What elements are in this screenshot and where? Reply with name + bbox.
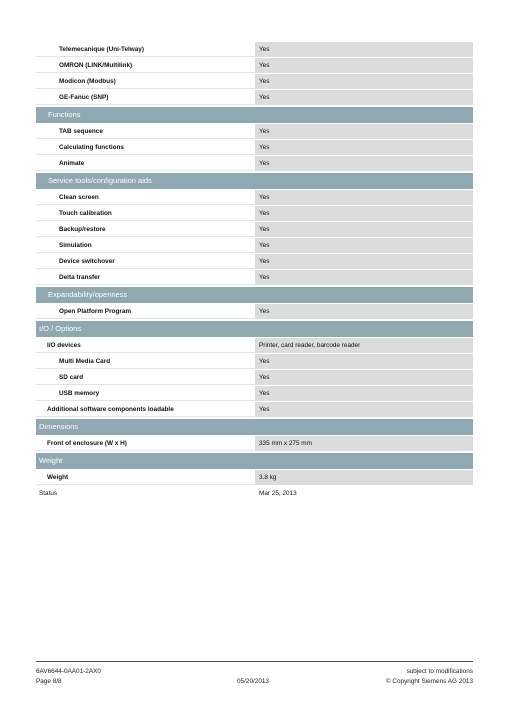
table-row [36, 156, 473, 172]
row-value: Yes [255, 140, 473, 155]
table-row [36, 402, 473, 418]
footer-page-number: Page 8/8 [36, 678, 62, 685]
subsection-header: Expandability/openness [36, 287, 473, 303]
table-row [36, 140, 473, 156]
row-label: Status [36, 486, 255, 500]
row-label: Delta transfer [36, 270, 255, 285]
table-row [36, 190, 473, 206]
row-value: Yes [255, 370, 473, 385]
table-row [36, 206, 473, 222]
row-value: 335 mm x 275 mm [255, 436, 473, 451]
section-header: I/O / Options [36, 321, 473, 337]
footer-divider [36, 661, 473, 662]
table-row [36, 354, 473, 370]
row-value: Yes [255, 354, 473, 369]
table-row [36, 74, 473, 90]
row-label: Animate [36, 156, 255, 171]
footer-article-number: 6AV6644-0AA01-2AX0 [36, 668, 101, 675]
row-value: Printer, card reader, barcode reader [255, 338, 473, 353]
table-row [36, 386, 473, 402]
row-label: SD card [36, 370, 255, 385]
section-header: Weight [36, 453, 473, 469]
row-value: Yes [255, 74, 473, 89]
row-label: Multi Media Card [36, 354, 255, 369]
table-row [36, 58, 473, 74]
row-label: Open Platform Program [36, 304, 255, 319]
row-value: Yes [255, 156, 473, 171]
table-row [36, 42, 473, 58]
row-label: Front of enclosure (W x H) [36, 436, 255, 451]
table-row [36, 436, 473, 452]
subsection-header: Service tools/configuration aids [36, 173, 473, 189]
table-row [36, 370, 473, 386]
row-label: USB memory [36, 386, 255, 401]
row-value: Yes [255, 124, 473, 139]
row-value: Yes [255, 254, 473, 269]
row-label: I/O devices [36, 338, 255, 353]
row-value: Yes [255, 304, 473, 319]
table-row [36, 304, 473, 320]
row-label: Weight [36, 470, 255, 485]
row-label: Calculating functions [36, 140, 255, 155]
row-label: OMRON (LINK/Multilink) [36, 58, 255, 73]
row-label: Telemecanique (Uni-Telway) [36, 42, 255, 57]
row-value: Yes [255, 206, 473, 221]
table-row [36, 338, 473, 354]
footer-copyright: © Copyright Siemens AG 2013 [385, 678, 473, 685]
row-value: Yes [255, 386, 473, 401]
row-value: Yes [255, 90, 473, 105]
row-label: Simulation [36, 238, 255, 253]
footer-notice: subject to modifications [406, 668, 473, 675]
row-label: Touch calibration [36, 206, 255, 221]
table-row [36, 270, 473, 286]
status-row [36, 486, 473, 501]
row-label: Modicon (Modbus) [36, 74, 255, 89]
row-label: GE-Fanuc (SNP) [36, 90, 255, 105]
row-value: Yes [255, 58, 473, 73]
row-value: Yes [255, 238, 473, 253]
row-value: Yes [255, 42, 473, 57]
table-row [36, 222, 473, 238]
row-value: Yes [255, 222, 473, 237]
datasheet-table [36, 42, 473, 501]
row-label: Backup/restore [36, 222, 255, 237]
section-header: Dimensions [36, 419, 473, 435]
table-row [36, 124, 473, 140]
table-row [36, 238, 473, 254]
row-value: Mar 25, 2013 [255, 486, 473, 500]
table-row [36, 90, 473, 106]
row-value: Yes [255, 270, 473, 285]
subsection-header: Functions [36, 107, 473, 123]
row-label: TAB sequence [36, 124, 255, 139]
row-label: Additional software components loadable [36, 402, 255, 417]
table-row [36, 254, 473, 270]
footer-date: 05/20/2013 [237, 678, 269, 685]
row-value: 3.8 kg [255, 470, 473, 485]
row-value: Yes [255, 190, 473, 205]
row-label: Clean screen [36, 190, 255, 205]
row-label: Device switchover [36, 254, 255, 269]
table-row [36, 470, 473, 486]
row-value: Yes [255, 402, 473, 417]
